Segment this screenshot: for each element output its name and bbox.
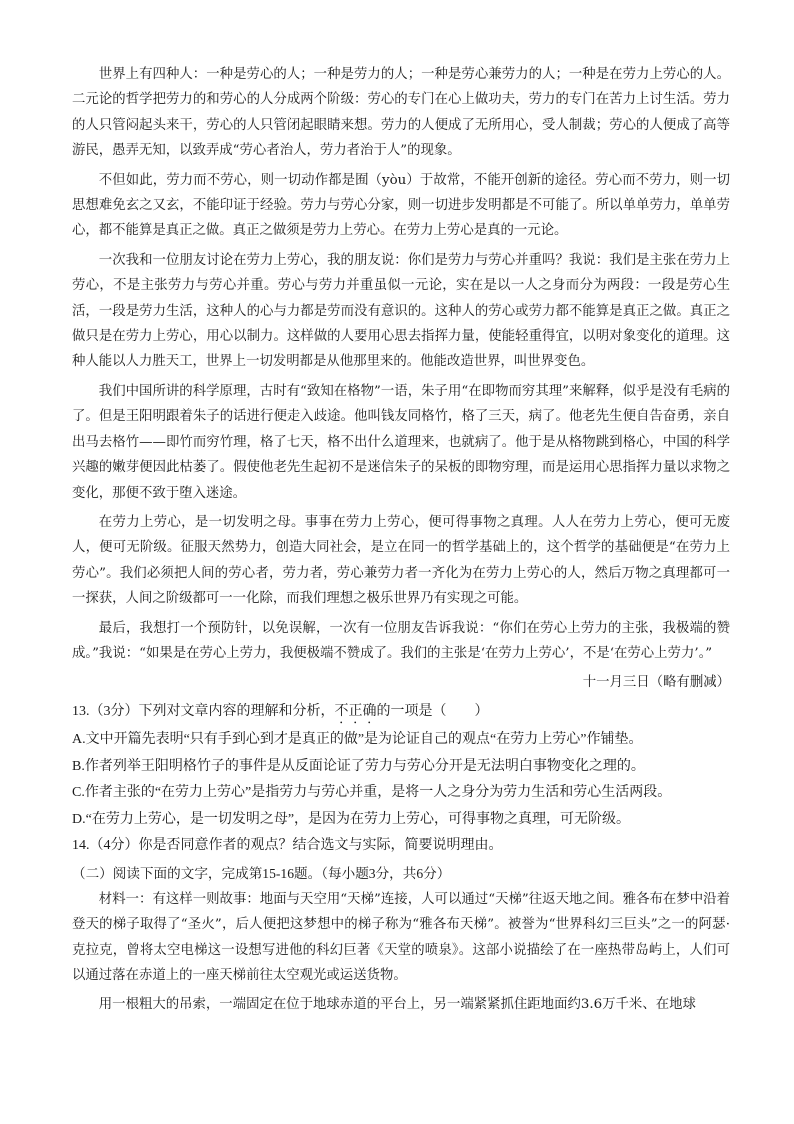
question-13	[72, 699, 730, 833]
reading-section-2	[72, 860, 730, 1018]
essay-paragraph-3: 一次我和一位朋友讨论在劳力上劳心，我的朋友说：你们是劳力与劳心并重吗？我说：我们是主张在劳力上劳心，不是主张劳力与劳心并重。劳心与劳力并重虽似一元论，实在是以一人之身而分为两段：一段是劳心生活，一段是劳力生活，这种人的心与力都是劳而没有意识的。这种人的劳心或劳力都不能算是真正之做。真正之做只是在劳力上劳心，用心以制力。这样做的人要用心思去指挥力量，使能轻重得宜，以明对象变化的道理。这种人能以人力胜天工，世界上一切发明都是从他那里来的。他能改造世界，叫世界变色。	[72, 252, 730, 370]
essay-paragraph-4: 我们中国所讲的科学原理，古时有“致知在格物”一语，朱子用“在即物而穷其理”来解释，似乎是没有毛病的了。但是王阳明跟着朱子的话进行便走入歧途。他叫钱友同格竹，格了三天，病了。他老先生便自告奋勇，亲自出马去格竹——即竹而穷竹理，格了七天，格不出什么道理来，也就病了。他于是从格物跳到格心，中国的科学兴趣的嫩芽便因此枯萎了。假使他老先生起初不是迷信朱子的呆板的即物穷理，而是运用心思指挥力量以求物之变化，那便不致于堕入迷途。	[72, 383, 730, 501]
question-13-stem	[72, 699, 730, 727]
question-13-option-d: D.“在劳力上劳心，是一切发明之母”，是因为在劳力上劳心，可得事物之真理，可无阶级。	[72, 811, 631, 827]
question-13-option-a: A.文中开篇先表明“只有手到心到才是真正的做”是为论证自己的观点“在劳力上劳心”作铺垫。	[72, 732, 643, 748]
essay-paragraph-6: 最后，我想打一个预防针，以免误解，一次有一位朋友告诉我说：“你们在劳心上劳力的主张，我极端的赞成。”我说：“如果是在劳心上劳力，我便极端不赞成了。我们的主张是‘在劳力上劳心’，不是‘在劳心上劳力’。”	[72, 620, 730, 661]
material-1-paragraph-1: 材料一：有这样一则故事：地面与天空用“天梯”连接，人可以通过“天梯”往返天地之间。雅各布在梦中沿着登天的梯子取得了“圣火”，后人便把这梦想中的梯子称为“雅各布天梯”。被誉为“世界科幻三巨头”之一的阿瑟·克拉克，曾将太空电梯这一设想写进他的科幻巨著《天堂的喷泉》。这部小说描绘了在一座热带岛屿上，人们可以通过落在赤道上的一座天梯前往太空观光或运送货物。	[72, 891, 730, 984]
question-13-stem-after: 的一项是（ ）	[376, 704, 489, 720]
question-13-stem-before: 13.（3分）下列对文章内容的理解和分析，	[72, 704, 335, 720]
question-13-option-c: C.作者主张的“在劳力上劳心”是指劳力与劳心并重，是将一人之身分为劳力生活和劳心生活两段。	[72, 785, 672, 801]
question-13-option-b: B.作者列举王阳明格竹子的事件是从反面论证了劳力与劳心分开是无法明白事物变化之理的。	[72, 758, 645, 774]
essay-date-note: 十一月三日（略有删减）	[582, 675, 730, 691]
essay-section	[72, 62, 730, 695]
essay-paragraph-5: 在劳力上劳心，是一切发明之母。事事在劳力上劳心，便可得事物之真理。人人在劳力上劳心，便可无废人，便可无阶级。征服天然势力，创造大同社会，是立在同一的哲学基础上的，这个哲学的基础便是“在劳力上劳心”。我们必须把人间的劳心者，劳力者，劳心兼劳力者一齐化为在劳力上劳心的人，然后万物之真理都可一一探获，人间之阶级都可一一化除，而我们理想之极乐世界乃有实现之可能。	[72, 514, 730, 607]
section-2-heading: （二）阅读下面的文字，完成第15-16题。（每小题3分，共6分）	[72, 865, 451, 881]
question-14: 14.（4分）你是否同意作者的观点？结合选文与实际，简要说明理由。	[72, 838, 503, 854]
essay-paragraph-2: 不但如此，劳力而不劳心，则一切动作都是囿（yòu）于故常，不能开创新的途径。劳心而不劳力，则一切思想难免玄之又玄，不能印证于经验。劳力与劳心分家，则一切进步发明都是不可能了。所以单单劳力，单单劳心，都不能算是真正之做。真正之做须是劳力上劳心。在劳力上劳心是真的一元论。	[72, 172, 730, 239]
essay-paragraph-1: 世界上有四种人：一种是劳心的人；一种是劳力的人；一种是劳心兼劳力的人；一种是在劳力上劳心的人。二元论的哲学把劳力的和劳心的人分成两个阶级：劳心的专门在心上做功夫，劳力的专门在苦力上讨生活。劳力的人只管闷起头来干，劳心的人只管闭起眼睛来想。劳力的人便成了无所用心，受人制裁；劳心的人便成了高等游民，愚弄无知，以致弄成“劳心者治人，劳力者治于人”的现象。	[72, 67, 730, 159]
question-13-emphasis: 不正确	[334, 704, 377, 720]
material-1-paragraph-2: 用一根粗大的吊索，一端固定在位于地球赤道的平台上，另一端紧紧抓住距地面约3.6万千米、在地球	[98, 997, 696, 1013]
page-content	[72, 62, 730, 1022]
